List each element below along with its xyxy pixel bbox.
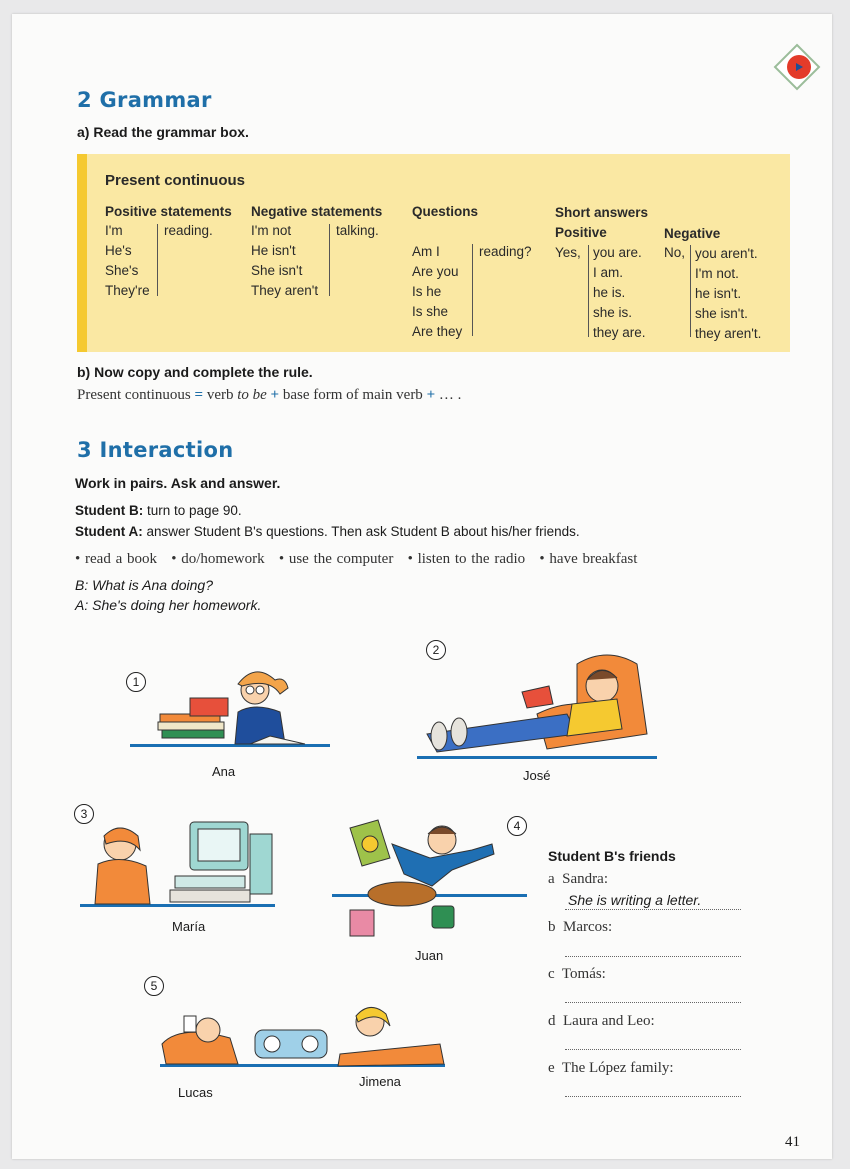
grammar-rule xyxy=(77,387,461,404)
positive-verb: reading. xyxy=(164,223,213,238)
rule-part-italic: to be xyxy=(237,387,267,403)
positive-subject: He's xyxy=(105,243,132,258)
negative-statements-header: Negative statements xyxy=(251,204,383,219)
question-subject: Is she xyxy=(412,304,449,319)
negative-subject: I'm not xyxy=(251,223,292,238)
picture-number: 2 xyxy=(426,640,446,660)
grammar-instruction-a: a) Read the grammar box. xyxy=(77,124,249,140)
juan-having-breakfast-illustration xyxy=(332,814,532,944)
short-answer-positive: they are. xyxy=(593,325,646,340)
example-question: B: What is Ana doing? xyxy=(75,577,214,593)
question-subject: Are they xyxy=(412,324,463,339)
grammar-instruction-b: b) Now copy and complete the rule. xyxy=(77,364,313,380)
student-a-label: Student A: xyxy=(75,524,143,539)
short-answers-negative-lead: No, xyxy=(664,245,686,260)
bullet-item: have breakfast xyxy=(549,551,638,567)
answer-line[interactable] xyxy=(565,956,741,957)
picture-caption: Juan xyxy=(415,948,444,963)
negative-subject: He isn't xyxy=(251,243,296,258)
short-answer-negative: I'm not. xyxy=(695,266,739,281)
maria-using-computer-illustration xyxy=(80,814,280,914)
picture-number: 4 xyxy=(507,816,527,836)
rule-part: verb xyxy=(206,387,234,403)
negative-subject: They aren't xyxy=(251,283,319,298)
negative-verb: talking. xyxy=(336,223,379,238)
student-b-line xyxy=(75,503,242,518)
positive-subject: I'm xyxy=(105,223,123,238)
questions-header: Questions xyxy=(412,204,479,219)
activity-bullets: • read a book • do/homework • use the computer • listen to the radio • have breakfast xyxy=(75,551,638,567)
answer-line[interactable] xyxy=(565,1096,741,1097)
bullet-item: listen to the radio xyxy=(417,551,526,567)
rule-part: … . xyxy=(438,387,462,403)
friend-item xyxy=(548,871,608,888)
rule-plus: + xyxy=(426,387,436,403)
picture-number: 1 xyxy=(126,672,146,692)
answer-line[interactable] xyxy=(565,1049,741,1050)
short-answer-positive: he is. xyxy=(593,285,626,300)
picture-caption: Lucas xyxy=(178,1085,213,1100)
picture-caption: Ana xyxy=(212,764,236,779)
page-corner-badge-icon xyxy=(772,42,822,92)
ana-doing-homework-illustration xyxy=(130,654,330,754)
friend-name: Laura and Leo: xyxy=(563,1013,655,1029)
interaction-instruction: Work in pairs. Ask and answer. xyxy=(75,475,281,491)
friend-letter: e xyxy=(548,1060,555,1076)
student-a-text: answer Student B's questions. Then ask Student B about his/her friends. xyxy=(146,524,580,539)
short-answer-negative: they aren't. xyxy=(695,326,762,341)
friend-letter: c xyxy=(548,966,555,982)
positive-subject: She's xyxy=(105,263,139,278)
friend-item xyxy=(548,966,606,983)
friend-letter: b xyxy=(548,919,556,935)
friend-letter: a xyxy=(548,871,555,887)
grammar-heading: 2 Grammar xyxy=(77,88,212,112)
friend-letter: d xyxy=(548,1013,556,1029)
rule-plus: + xyxy=(270,387,280,403)
short-answers-header: Short answers xyxy=(555,205,649,220)
friends-title: Student B's friends xyxy=(548,848,676,864)
friend-name: Sandra: xyxy=(562,871,608,887)
friend-name: The López family: xyxy=(561,1060,674,1076)
picture-caption: María xyxy=(172,919,206,934)
student-b-text: turn to page 90. xyxy=(147,503,242,518)
rule-part: base form of main verb xyxy=(282,387,423,403)
bullet-item: read a book xyxy=(85,551,157,567)
jose-reading-illustration xyxy=(417,644,657,764)
friend-item xyxy=(548,1013,655,1030)
short-answer-positive: I am. xyxy=(593,265,624,280)
question-subject: Is he xyxy=(412,284,442,299)
friend-item xyxy=(548,919,612,936)
picture-number: 3 xyxy=(74,804,94,824)
grammar-box-title: Present continuous xyxy=(105,172,246,189)
question-subject: Are you xyxy=(412,264,459,279)
page-number: 41 xyxy=(785,1134,800,1150)
rule-part: Present continuous xyxy=(77,387,191,403)
listening-to-radio-illustration xyxy=(160,994,450,1094)
rule-equals: = xyxy=(194,387,204,403)
textbook-page xyxy=(12,14,832,1159)
question-verb: reading? xyxy=(479,244,532,259)
short-answers-positive-header: Positive xyxy=(555,225,607,240)
picture-caption: José xyxy=(523,768,551,783)
short-answer-negative: you aren't. xyxy=(695,246,758,261)
friend-answer: She is writing a letter. xyxy=(568,892,702,908)
short-answers-negative-header: Negative xyxy=(664,226,721,241)
answer-line[interactable] xyxy=(565,1002,741,1003)
short-answer-positive: you are. xyxy=(593,245,642,260)
positive-statements-header: Positive statements xyxy=(105,204,232,219)
short-answer-positive: she is. xyxy=(593,305,633,320)
grammar-box xyxy=(77,154,790,352)
bullet-item: use the computer xyxy=(288,551,394,567)
friend-item xyxy=(548,1060,674,1077)
short-answers-positive-lead: Yes, xyxy=(555,245,581,260)
short-answer-negative: she isn't. xyxy=(695,306,748,321)
example-answer: A: She's doing her homework. xyxy=(75,597,262,613)
short-answer-negative: he isn't. xyxy=(695,286,742,301)
question-subject: Am I xyxy=(412,244,440,259)
picture-caption: Jimena xyxy=(359,1074,401,1089)
positive-subject: They're xyxy=(105,283,150,298)
picture-number: 5 xyxy=(144,976,164,996)
student-a-line xyxy=(75,524,580,539)
friend-name: Marcos: xyxy=(563,919,613,935)
student-b-label: Student B: xyxy=(75,503,144,518)
negative-subject: She isn't xyxy=(251,263,303,278)
friend-name: Tomás: xyxy=(561,966,606,982)
interaction-heading: 3 Interaction xyxy=(77,438,234,462)
bullet-item: do/homework xyxy=(181,551,265,567)
